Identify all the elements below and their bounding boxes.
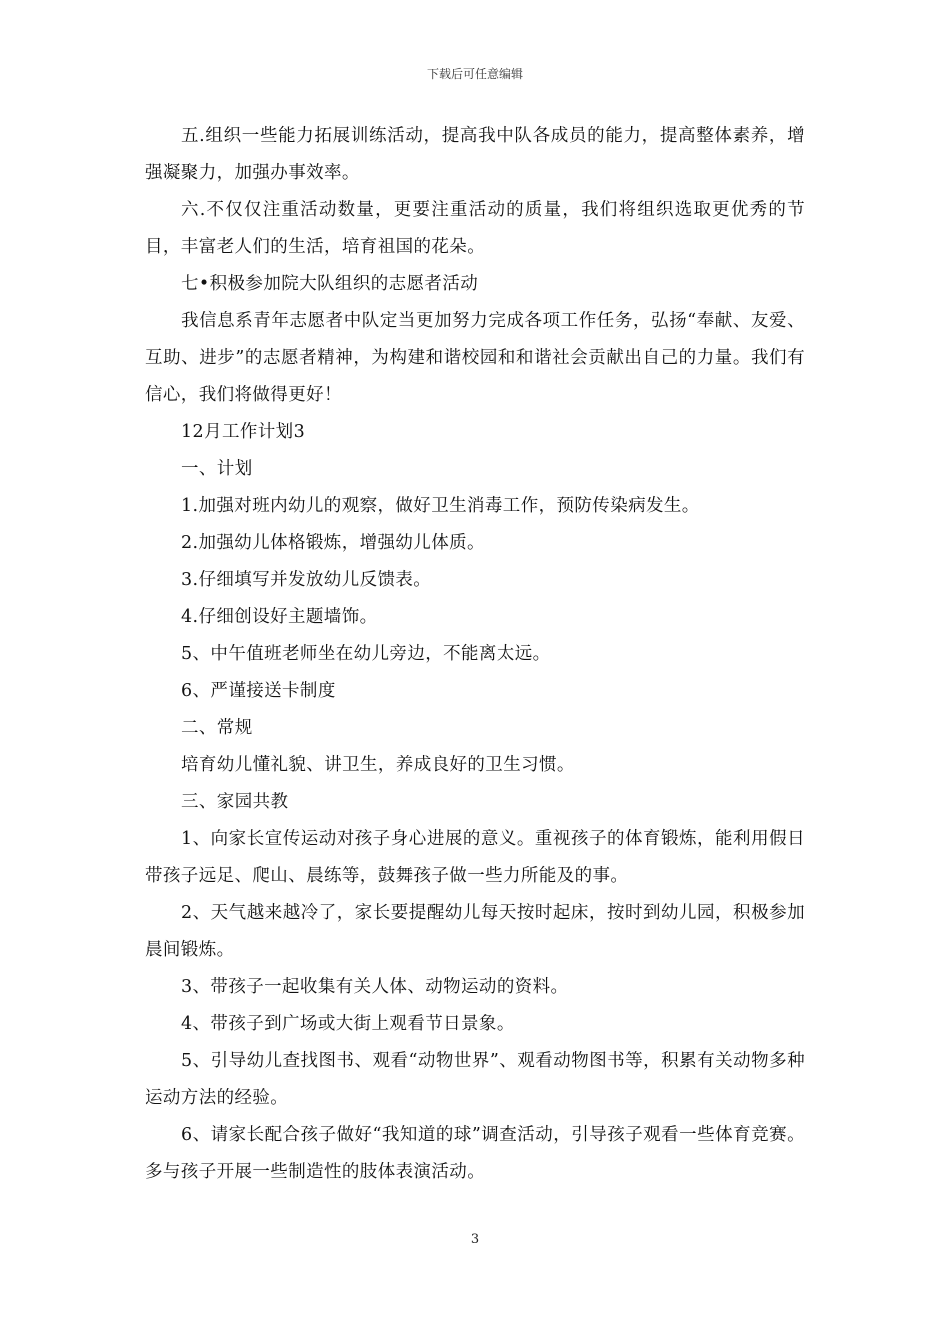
page-number: 3 bbox=[470, 1232, 480, 1247]
section-heading: 三、家园共教 bbox=[181, 792, 289, 812]
list-item: 1、向家长宣传运动对孩子身心进展的意义。重视孩子的体育锻炼，能利用假日带孩子远足、爬山、晨练等，鼓舞孩子做一些力所能及的事。 bbox=[145, 829, 805, 886]
section-title: 12月工作计划3 bbox=[181, 422, 306, 442]
list-item: 5、中午值班老师坐在幼儿旁边，不能离太远。 bbox=[181, 644, 551, 664]
list-item: 4.仔细创设好主题墙饰。 bbox=[181, 607, 378, 627]
section-heading: 一、计划 bbox=[181, 459, 253, 479]
paragraph: 六.不仅仅注重活动数量，更要注重活动的质量，我们将组织选取更优秀的节目，丰富老人们的生活，培育祖国的花朵。 bbox=[145, 200, 805, 257]
page-header: 下载后可任意编辑 bbox=[426, 67, 523, 81]
list-item: 2、天气越来越冷了，家长要提醒幼儿每天按时起床，按时到幼儿园，积极参加晨间锻炼。 bbox=[145, 903, 805, 960]
list-item: 6、严谨接送卡制度 bbox=[181, 681, 336, 701]
list-item: 3.仔细填写并发放幼儿反馈表。 bbox=[181, 570, 432, 590]
list-item: 2.加强幼儿体格锻炼，增强幼儿体质。 bbox=[181, 533, 485, 553]
paragraph: 我信息系青年志愿者中队定当更加努力完成各项工作任务，弘扬“奉献、友爱、互助、进步”的志愿者精神，为构建和谐校园和和谐社会贡献出自己的力量。我们有信心，我们将做得更好！ bbox=[145, 311, 805, 405]
list-item: 3、带孩子一起收集有关人体、动物运动的资料。 bbox=[181, 977, 569, 997]
document-body bbox=[145, 118, 805, 1191]
list-item: 4、带孩子到广场或大街上观看节日景象。 bbox=[181, 1014, 515, 1034]
section-heading: 七•积极参加院大队组织的志愿者活动 bbox=[181, 274, 479, 294]
paragraph: 培育幼儿懂礼貌、讲卫生，养成良好的卫生习惯。 bbox=[181, 755, 575, 775]
section-heading: 二、常规 bbox=[181, 718, 253, 738]
list-item: 1.加强对班内幼儿的观察，做好卫生消毒工作，预防传染病发生。 bbox=[181, 496, 700, 516]
paragraph: 五.组织一些能力拓展训练活动，提高我中队各成员的能力，提高整体素养，增强凝聚力，加强办事效率。 bbox=[145, 126, 805, 183]
list-item: 5、引导幼儿查找图书、观看“动物世界”、观看动物图书等，积累有关动物多种运动方法的经验。 bbox=[145, 1051, 805, 1108]
list-item: 6、请家长配合孩子做好“我知道的球”调查活动，引导孩子观看一些体育竞赛。多与孩子开展一些制造性的肢体表演活动。 bbox=[145, 1125, 805, 1182]
